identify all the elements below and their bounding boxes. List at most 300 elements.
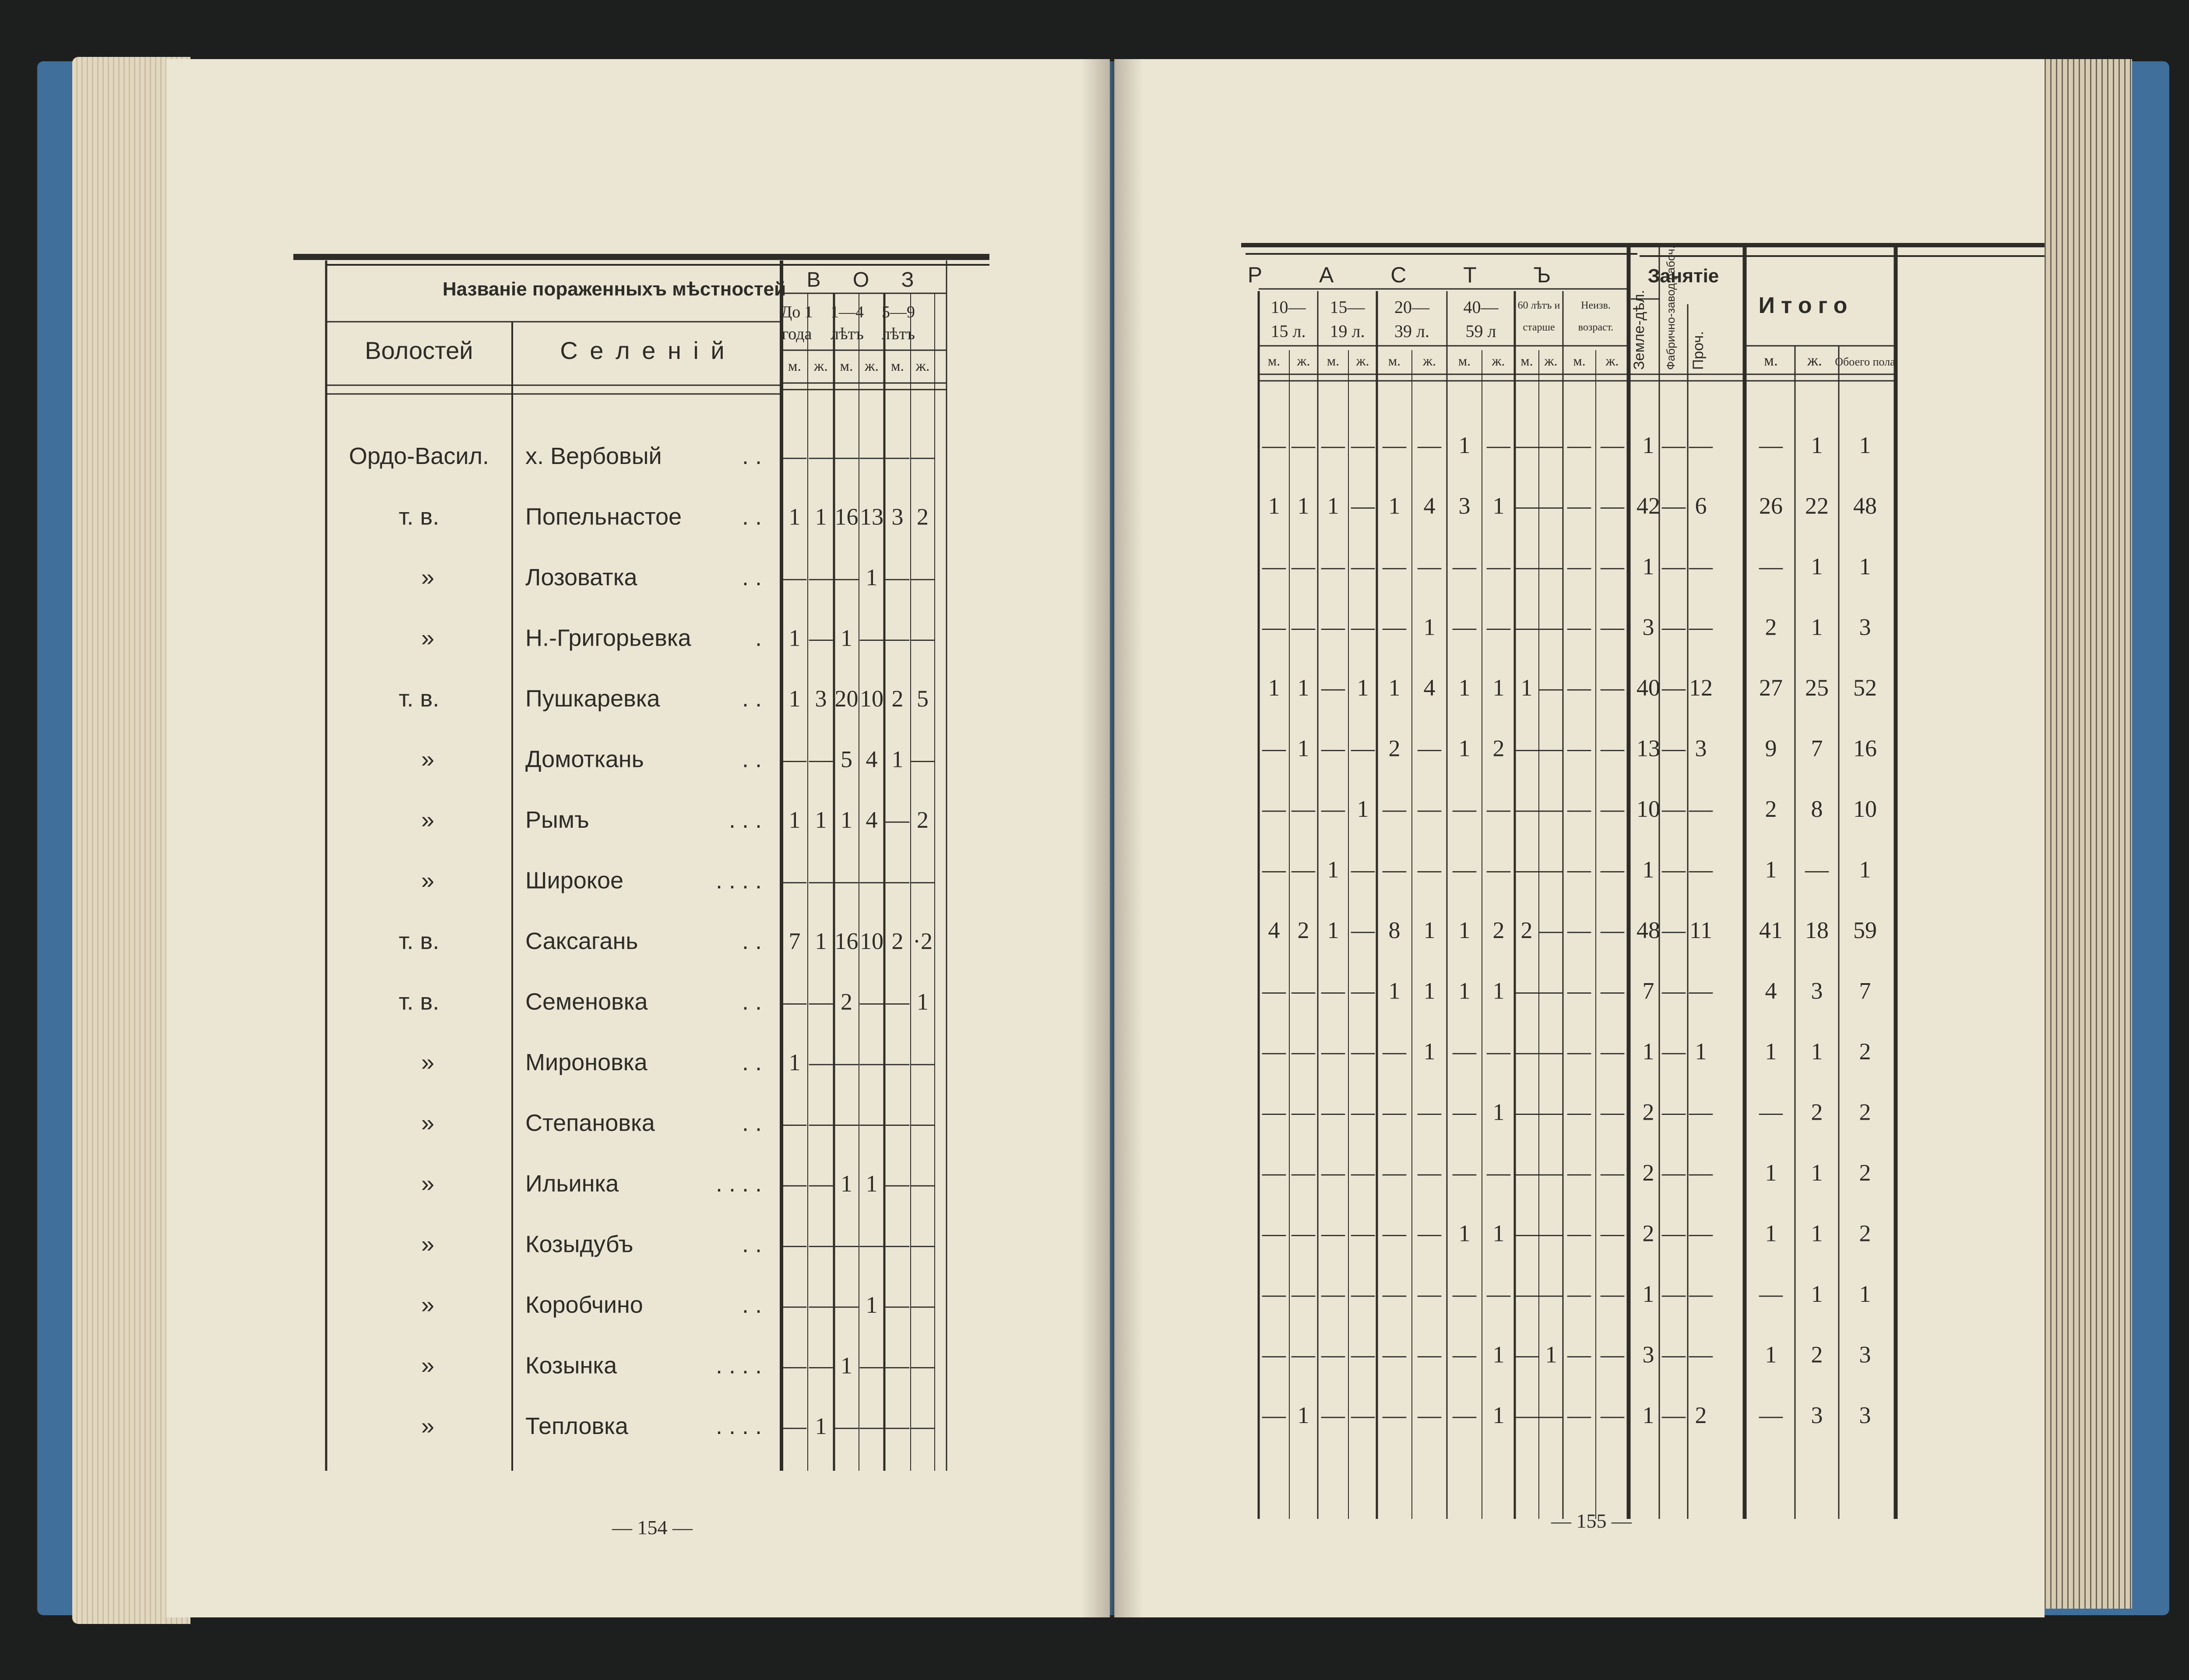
row-total: 10 — [1853, 796, 1877, 822]
row-occupation: — — [1689, 614, 1713, 640]
row-total: 16 — [1853, 735, 1877, 762]
row-total: 3 — [1859, 614, 1871, 640]
row-value: — — [783, 1231, 806, 1258]
row-occupation: 42 — [1636, 492, 1660, 519]
row-value: 2 — [1297, 917, 1309, 943]
row-value: 1 — [1297, 492, 1309, 519]
row-value: — — [1383, 1220, 1406, 1247]
row-value: — — [1383, 1099, 1406, 1125]
row-value: — — [1383, 856, 1406, 883]
row-value: — — [1383, 1038, 1406, 1065]
row-value: — — [1383, 1402, 1406, 1428]
row-value: — — [1539, 1281, 1563, 1307]
row-total: 1 — [1811, 1160, 1823, 1186]
row-occupation: — — [1689, 1160, 1713, 1186]
row-occupation: — — [1662, 1341, 1686, 1368]
row-value: — — [1539, 1038, 1563, 1065]
row-value: — — [1292, 1281, 1315, 1307]
row-value: — — [1567, 735, 1591, 762]
age-group-header: 40— — [1463, 297, 1499, 317]
row-value: — — [911, 625, 935, 651]
row-occupation: 1 — [1642, 856, 1654, 883]
age-group-header: 19 л. — [1330, 321, 1365, 341]
row-value: — — [1383, 614, 1406, 640]
sex-header: м. — [1327, 353, 1340, 369]
row-leader-dots: . . — [742, 564, 762, 590]
row-value: 1 — [1545, 1341, 1557, 1368]
row-total: 1 — [1811, 432, 1823, 458]
sex-header: м. — [1458, 353, 1471, 369]
row-value: — — [1567, 614, 1591, 640]
row-value: 1 — [1458, 1220, 1471, 1247]
row-leader-dots: . . — [742, 1110, 762, 1136]
row-selo: Рымъ — [525, 807, 589, 833]
row-value: — — [1418, 1402, 1441, 1428]
row-value: 1 — [1268, 675, 1280, 701]
sex-header: ж. — [1492, 353, 1505, 369]
row-value: — — [783, 867, 806, 894]
row-value: — — [1601, 1402, 1624, 1428]
row-value: — — [1515, 1099, 1538, 1125]
row-occupation: 3 — [1642, 1341, 1654, 1368]
row-occupation: — — [1689, 856, 1713, 883]
row-value: 1 — [1423, 1038, 1436, 1065]
row-value: — — [1321, 735, 1345, 762]
row-total: 2 — [1859, 1038, 1871, 1065]
row-occupation: 6 — [1695, 492, 1707, 519]
row-value: — — [860, 1352, 883, 1379]
row-value: 10 — [860, 928, 883, 954]
row-volost: » — [421, 1413, 435, 1439]
row-value: — — [1567, 1220, 1591, 1247]
row-value: — — [1292, 1160, 1315, 1186]
row-value: 1 — [841, 625, 852, 651]
row-value: — — [860, 443, 883, 469]
row-value: — — [1567, 553, 1591, 580]
row-selo: Саксагань — [525, 928, 638, 954]
row-value: 1 — [841, 1170, 852, 1197]
row-selo: Коробчино — [525, 1292, 643, 1318]
row-value: — — [911, 1413, 935, 1439]
row-value: — — [1601, 1281, 1624, 1307]
row-total: 1 — [1859, 856, 1871, 883]
row-value: — — [1351, 432, 1375, 458]
row-value: 1 — [815, 503, 827, 530]
sex-header: ж. — [814, 358, 828, 374]
row-leader-dots: . . — [742, 746, 762, 773]
row-value: 1 — [788, 685, 801, 712]
row-total: 9 — [1765, 735, 1777, 762]
age-group-header: 15 л. — [1270, 321, 1306, 341]
sex-header: ж. — [1422, 353, 1436, 369]
row-occupation: 1 — [1642, 1402, 1654, 1428]
age-group-header: 60 лѣтъ и — [1517, 300, 1560, 311]
row-value: — — [1515, 977, 1538, 1004]
row-value: 1 — [1492, 1099, 1505, 1125]
row-total: 2 — [1811, 1341, 1823, 1368]
row-value: — — [1453, 614, 1476, 640]
row-value: — — [834, 564, 859, 590]
row-occupation: 11 — [1689, 917, 1712, 943]
row-value: 1 — [1357, 675, 1369, 701]
row-value: — — [1383, 796, 1406, 822]
row-value: 8 — [1388, 917, 1401, 943]
row-value: 1 — [1492, 1220, 1505, 1247]
row-value: — — [911, 746, 935, 773]
row-value: — — [1453, 1402, 1476, 1428]
row-value: — — [886, 1292, 909, 1318]
row-occupation: 1 — [1642, 1281, 1654, 1307]
row-value: 7 — [788, 928, 801, 954]
row-value: — — [1321, 1341, 1345, 1368]
row-occupation: — — [1662, 1220, 1686, 1247]
row-occupation: 2 — [1642, 1099, 1654, 1125]
row-value: — — [886, 1049, 909, 1075]
row-value: 1 — [815, 1413, 827, 1439]
row-value: — — [1351, 1220, 1375, 1247]
row-occupation: — — [1662, 1038, 1686, 1065]
row-value: — — [834, 1292, 859, 1318]
row-value: — — [1453, 1281, 1476, 1307]
column-header-selo: С е л е н і й — [560, 337, 727, 364]
row-value: — — [1601, 796, 1624, 822]
row-value: — — [809, 564, 833, 590]
age-group-header: До 1 — [781, 303, 813, 321]
row-occupation: — — [1662, 977, 1686, 1004]
sex-header: м. — [1520, 353, 1533, 369]
row-value: — — [1487, 614, 1510, 640]
row-volost: » — [421, 1049, 435, 1075]
age-group-header: лѣтъ — [831, 325, 864, 343]
row-occupation: 10 — [1636, 796, 1660, 822]
row-volost: » — [421, 746, 435, 773]
occupation-header: Проч. — [1690, 331, 1707, 370]
row-value: — — [1539, 796, 1563, 822]
row-value: — — [1262, 735, 1286, 762]
left-page — [166, 59, 1110, 1617]
row-value: — — [1292, 553, 1315, 580]
sex-header: ж. — [865, 358, 879, 374]
row-value: — — [1539, 856, 1563, 883]
row-value: 1 — [841, 1352, 852, 1379]
row-value: 1 — [1357, 796, 1369, 822]
occupation-header: Земле-дѣл. — [1631, 290, 1647, 370]
row-total: 18 — [1805, 917, 1829, 943]
row-value: 3 — [1458, 492, 1471, 519]
row-value: — — [911, 443, 935, 469]
row-value: — — [1515, 432, 1538, 458]
row-value: 2 — [917, 503, 929, 530]
row-value: 4 — [1423, 492, 1436, 519]
row-occupation: 1 — [1695, 1038, 1707, 1065]
row-value: — — [860, 1049, 883, 1075]
sex-header: м. — [1573, 353, 1586, 369]
sex-header: м. — [840, 358, 853, 374]
row-value: — — [1515, 614, 1538, 640]
row-volost: » — [421, 1110, 435, 1136]
row-value: — — [1321, 1099, 1345, 1125]
row-value: — — [1601, 917, 1624, 943]
row-value: — — [809, 1292, 833, 1318]
row-value: — — [783, 1413, 806, 1439]
row-selo: Н.-Григорьевка — [525, 625, 691, 651]
row-value: 1 — [1388, 492, 1401, 519]
row-value: — — [1418, 1099, 1441, 1125]
row-value: — — [809, 443, 833, 469]
row-value: — — [809, 1170, 833, 1197]
row-total: 1 — [1765, 1341, 1777, 1368]
row-total: 3 — [1811, 977, 1823, 1004]
row-value: — — [1567, 1341, 1591, 1368]
row-leader-dots: . . . . — [715, 1170, 762, 1197]
row-total: 2 — [1811, 1099, 1823, 1125]
row-total: 1 — [1859, 553, 1871, 580]
row-value: 1 — [1458, 735, 1471, 762]
row-value: — — [1292, 1099, 1315, 1125]
row-value: — — [1453, 1038, 1476, 1065]
row-value: — — [886, 867, 909, 894]
row-value: 1 — [1492, 1402, 1505, 1428]
row-value: — — [809, 625, 833, 651]
row-selo: Попельнастое — [525, 503, 682, 530]
row-total: 52 — [1853, 675, 1877, 701]
row-value: 1 — [866, 564, 878, 590]
book-gutter — [1081, 59, 1143, 1617]
row-value: — — [1539, 917, 1563, 943]
row-value: — — [1321, 432, 1345, 458]
row-value: 13 — [860, 503, 883, 530]
row-total: 8 — [1811, 796, 1823, 822]
row-leader-dots: . . — [742, 443, 762, 469]
row-occupation: 2 — [1642, 1220, 1654, 1247]
row-occupation: 3 — [1695, 735, 1707, 762]
row-value: — — [911, 867, 935, 894]
row-total: 2 — [1859, 1160, 1871, 1186]
row-leader-dots: . . . . — [715, 1413, 762, 1439]
row-selo: Козыдубъ — [525, 1231, 633, 1258]
row-value: — — [1601, 735, 1624, 762]
row-occupation: 2 — [1642, 1160, 1654, 1186]
row-value: — — [1453, 1341, 1476, 1368]
row-value: — — [1515, 1281, 1538, 1307]
sex-header: ж. — [1297, 353, 1310, 369]
row-value: — — [1292, 977, 1315, 1004]
row-value: — — [1418, 735, 1441, 762]
row-value: — — [809, 867, 833, 894]
row-value: — — [809, 746, 833, 773]
row-value: — — [1487, 432, 1510, 458]
row-value: — — [1351, 856, 1375, 883]
row-leader-dots: . . . — [728, 807, 762, 833]
row-total: — — [1759, 1281, 1783, 1307]
row-value: — — [1262, 553, 1286, 580]
row-value: — — [886, 443, 909, 469]
row-value: — — [1601, 553, 1624, 580]
age-banner: В О З — [806, 268, 927, 292]
row-value: — — [1351, 553, 1375, 580]
page-number: — 154 — — [612, 1516, 693, 1539]
row-value: — — [1262, 1220, 1286, 1247]
row-value: 1 — [1268, 492, 1280, 519]
row-total: 2 — [1859, 1220, 1871, 1247]
row-value: — — [1567, 856, 1591, 883]
row-value: — — [1601, 492, 1624, 519]
row-leader-dots: . . — [742, 1231, 762, 1258]
row-value: 1 — [1492, 492, 1505, 519]
row-value: — — [911, 1352, 935, 1379]
row-value: 1 — [788, 625, 801, 651]
row-value: — — [1567, 917, 1591, 943]
row-value: — — [783, 564, 806, 590]
row-value: — — [886, 1413, 909, 1439]
row-value: — — [1567, 1160, 1591, 1186]
row-total: 1 — [1811, 1038, 1823, 1065]
row-value: — — [1453, 553, 1476, 580]
row-value: 1 — [1520, 675, 1533, 701]
row-value: — — [1262, 614, 1286, 640]
row-value: — — [783, 1170, 806, 1197]
row-value: — — [1539, 1220, 1563, 1247]
row-value: — — [886, 1231, 909, 1258]
row-value: — — [1321, 614, 1345, 640]
row-value: 2 — [1388, 735, 1401, 762]
row-value: 2 — [891, 685, 904, 712]
row-value: — — [1601, 675, 1624, 701]
row-value: 1 — [815, 807, 827, 833]
row-value: — — [1262, 796, 1286, 822]
row-value: — — [1567, 675, 1591, 701]
page-edges-right — [2040, 59, 2132, 1609]
row-occupation: — — [1689, 796, 1713, 822]
row-value: — — [1351, 735, 1375, 762]
row-value: — — [1539, 675, 1563, 701]
row-value: 4 — [1268, 917, 1280, 943]
row-selo: Тепловка — [525, 1413, 628, 1439]
row-value: 1 — [1423, 917, 1436, 943]
age-group-header: 59 л — [1465, 321, 1496, 341]
row-value: — — [1262, 977, 1286, 1004]
row-value: — — [911, 1170, 935, 1197]
row-total: 1 — [1765, 1220, 1777, 1247]
row-value: — — [1487, 1038, 1510, 1065]
sex-header: ж. — [1356, 353, 1369, 369]
row-value: — — [1539, 1160, 1563, 1186]
row-occupation: — — [1662, 614, 1686, 640]
row-value: — — [1515, 1038, 1538, 1065]
age-banner: Р А С Т Ъ — [1247, 263, 1577, 287]
row-total: — — [1759, 1099, 1783, 1125]
sex-header: м. — [1267, 353, 1281, 369]
age-group-header: 1—4 — [831, 303, 864, 321]
row-value: — — [1292, 856, 1315, 883]
row-value: — — [1601, 1038, 1624, 1065]
row-value: — — [1351, 1281, 1375, 1307]
row-value: — — [911, 1049, 935, 1075]
row-value: — — [860, 867, 883, 894]
row-value: — — [1539, 614, 1563, 640]
row-value: — — [1601, 1160, 1624, 1186]
row-value: 1 — [788, 503, 801, 530]
row-value: — — [834, 1049, 859, 1075]
row-value: — — [1567, 977, 1591, 1004]
sex-header: м. — [788, 358, 802, 374]
row-value: — — [834, 1110, 859, 1136]
row-value: — — [1321, 1281, 1345, 1307]
column-header-volost: Волостей — [365, 337, 473, 364]
row-leader-dots: . . . . — [715, 867, 762, 894]
row-value: — — [1515, 1220, 1538, 1247]
row-occupation: 2 — [1695, 1402, 1707, 1428]
row-value: — — [783, 746, 806, 773]
row-total: 4 — [1765, 977, 1777, 1004]
row-value: — — [1515, 492, 1538, 519]
row-value: — — [1487, 553, 1510, 580]
row-value: 2 — [1492, 917, 1505, 943]
row-total: 1 — [1765, 1038, 1777, 1065]
total-banner: Итого — [1758, 293, 1854, 318]
row-value: — — [911, 1231, 935, 1258]
age-group-header: старше — [1523, 322, 1555, 333]
row-total: 3 — [1859, 1341, 1871, 1368]
row-total: 1 — [1765, 1160, 1777, 1186]
row-value: 1 — [1297, 735, 1309, 762]
row-total: 59 — [1853, 917, 1877, 943]
row-value: 1 — [815, 928, 827, 954]
row-value: — — [1418, 796, 1441, 822]
row-volost: » — [421, 867, 435, 894]
page-number: — 155 — — [1551, 1510, 1632, 1532]
row-leader-dots: . . — [742, 685, 762, 712]
row-occupation: 12 — [1689, 675, 1713, 701]
row-selo: Козынка — [525, 1352, 617, 1379]
row-value: — — [1515, 796, 1538, 822]
row-value: — — [783, 1352, 806, 1379]
row-value: — — [1539, 977, 1563, 1004]
row-total: 1 — [1811, 553, 1823, 580]
row-total: 26 — [1759, 492, 1783, 519]
row-value: 4 — [866, 807, 878, 833]
age-group-header: 39 л. — [1394, 321, 1429, 341]
row-total: 1 — [1811, 1220, 1823, 1247]
row-value: — — [886, 1170, 909, 1197]
row-selo: Домоткань — [525, 746, 644, 773]
row-selo: Семеновка — [525, 988, 648, 1015]
row-occupation: — — [1662, 675, 1686, 701]
age-group-header: года — [781, 325, 812, 343]
row-selo: Пушкаревка — [525, 685, 660, 712]
row-value: — — [1567, 1099, 1591, 1125]
row-value: — — [783, 988, 806, 1015]
row-value: — — [1321, 1402, 1345, 1428]
row-value: — — [860, 625, 883, 651]
row-value: — — [860, 1110, 883, 1136]
row-occupation: 1 — [1642, 432, 1654, 458]
row-value: — — [809, 988, 833, 1015]
row-occupation: — — [1689, 1281, 1713, 1307]
row-total: 2 — [1765, 796, 1777, 822]
row-total: 25 — [1805, 675, 1829, 701]
row-volost: » — [421, 807, 435, 833]
row-value: 1 — [866, 1292, 878, 1318]
row-value: — — [1418, 1220, 1441, 1247]
row-occupation: — — [1662, 735, 1686, 762]
row-value: — — [911, 1292, 935, 1318]
row-value: — — [1321, 977, 1345, 1004]
row-value: — — [1321, 675, 1345, 701]
row-value: — — [1418, 553, 1441, 580]
row-volost: т. в. — [398, 988, 440, 1015]
age-group-header: 10— — [1270, 297, 1306, 317]
